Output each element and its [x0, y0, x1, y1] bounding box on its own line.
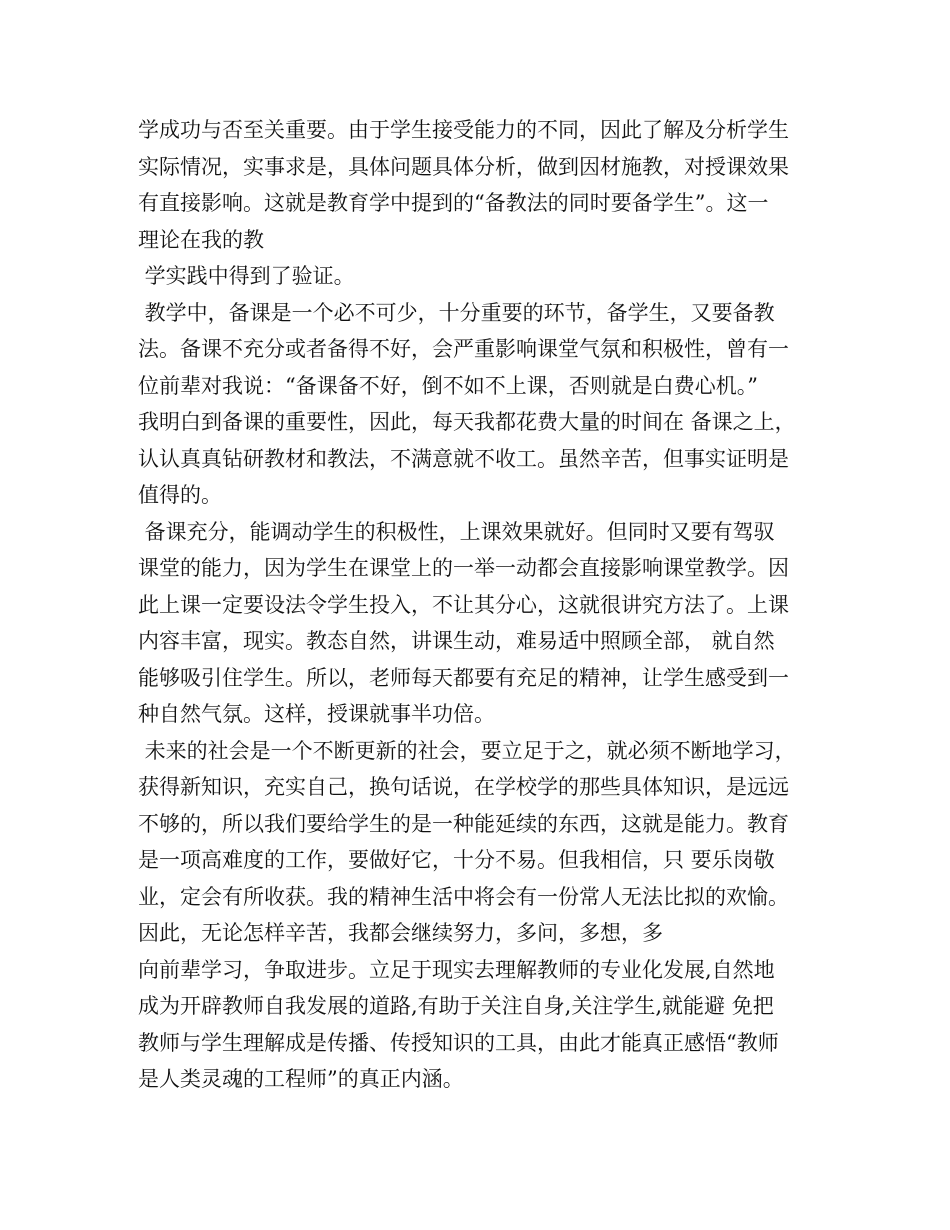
text-line: 教学中，备课是一个必不可少，十分重要的环节，备学生，又要备教	[138, 300, 775, 325]
text-line: 教师与学生理解成是传播、传授知识的工具，由此才能真正感悟“教师	[138, 1030, 779, 1055]
text-line: 内容丰富，现实。教态自然，讲课生动，难易适中照顾全部， 就自然	[138, 629, 775, 653]
text-line: 因此，无论怎样辛苦，我都会继续努力，多问，多想，多	[138, 921, 663, 945]
text-line: 学成功与否至关重要。由于学生接受能力的不同，因此了解及分析学生	[138, 118, 789, 142]
text-line: 种自然气氛。这样，授课就事半功倍。	[138, 702, 495, 726]
text-line: 向前辈学习，争取进步。立足于现实去理解教师的专业化发展,自然地	[138, 957, 775, 982]
text-line: 值得的。	[138, 483, 222, 507]
text-line: 法。备课不充分或者备得不好，会严重影响课堂气氛和积极性，曾有一	[138, 337, 789, 361]
text-line: 成为开辟教师自我发展的道路,有助于关注自身,关注学生,就能避 免把	[138, 994, 774, 1018]
text-line: 备课充分，能调动学生的积极性，上课效果就好。但同时又要有驾驭	[138, 519, 775, 544]
text-line: 是一项高难度的工作，要做好它，十分不易。但我相信，只 要乐岗敬	[138, 848, 775, 872]
text-line: 理论在我的教	[138, 227, 264, 252]
text-line: 课堂的能力，因为学生在课堂上的一举一动都会直接影响课堂教学。因	[138, 556, 789, 580]
text-line: 认认真真钻研教材和教法，不满意就不收工。虽然辛苦，但事实证明是	[138, 446, 789, 471]
text-line: 位前辈对我说：“备课备不好，倒不如不上课，否则就是白费心机。”	[138, 373, 758, 398]
text-line: 是人类灵魂的工程师”的真正内涵。	[138, 1067, 464, 1091]
text-line: 学实践中得到了验证。	[138, 264, 355, 288]
text-line: 能够吸引住学生。所以，老师每天都要有充足的精神，让学生感受到一	[138, 665, 789, 690]
text-line: 此上课一定要设法令学生投入，不让其分心，这就很讲究方法了。上课	[138, 592, 789, 617]
document-body	[138, 112, 816, 1098]
text-line: 业，定会有所收获。我的精神生活中将会有一份常人无法比拟的欢愉。	[138, 884, 789, 909]
text-line: 不够的，所以我们要给学生的是一种能延续的东西，这就是能力。教育	[138, 811, 789, 836]
text-line: 我明白到备课的重要性，因此，每天我都花费大量的时间在 备课之上，	[138, 410, 796, 434]
text-line: 未来的社会是一个不断更新的社会，要立足于之，就必须不断地学习，	[138, 738, 796, 763]
text-line: 有直接影响。这就是教育学中提到的“备教法的同时要备学生”。这一	[138, 191, 769, 215]
text-line: 获得新知识，充实自己，换句话说，在学校学的那些具体知识，是远远	[138, 775, 789, 799]
text-line: 实际情况，实事求是，具体问题具体分析，做到因材施教，对授课效果	[138, 154, 789, 179]
